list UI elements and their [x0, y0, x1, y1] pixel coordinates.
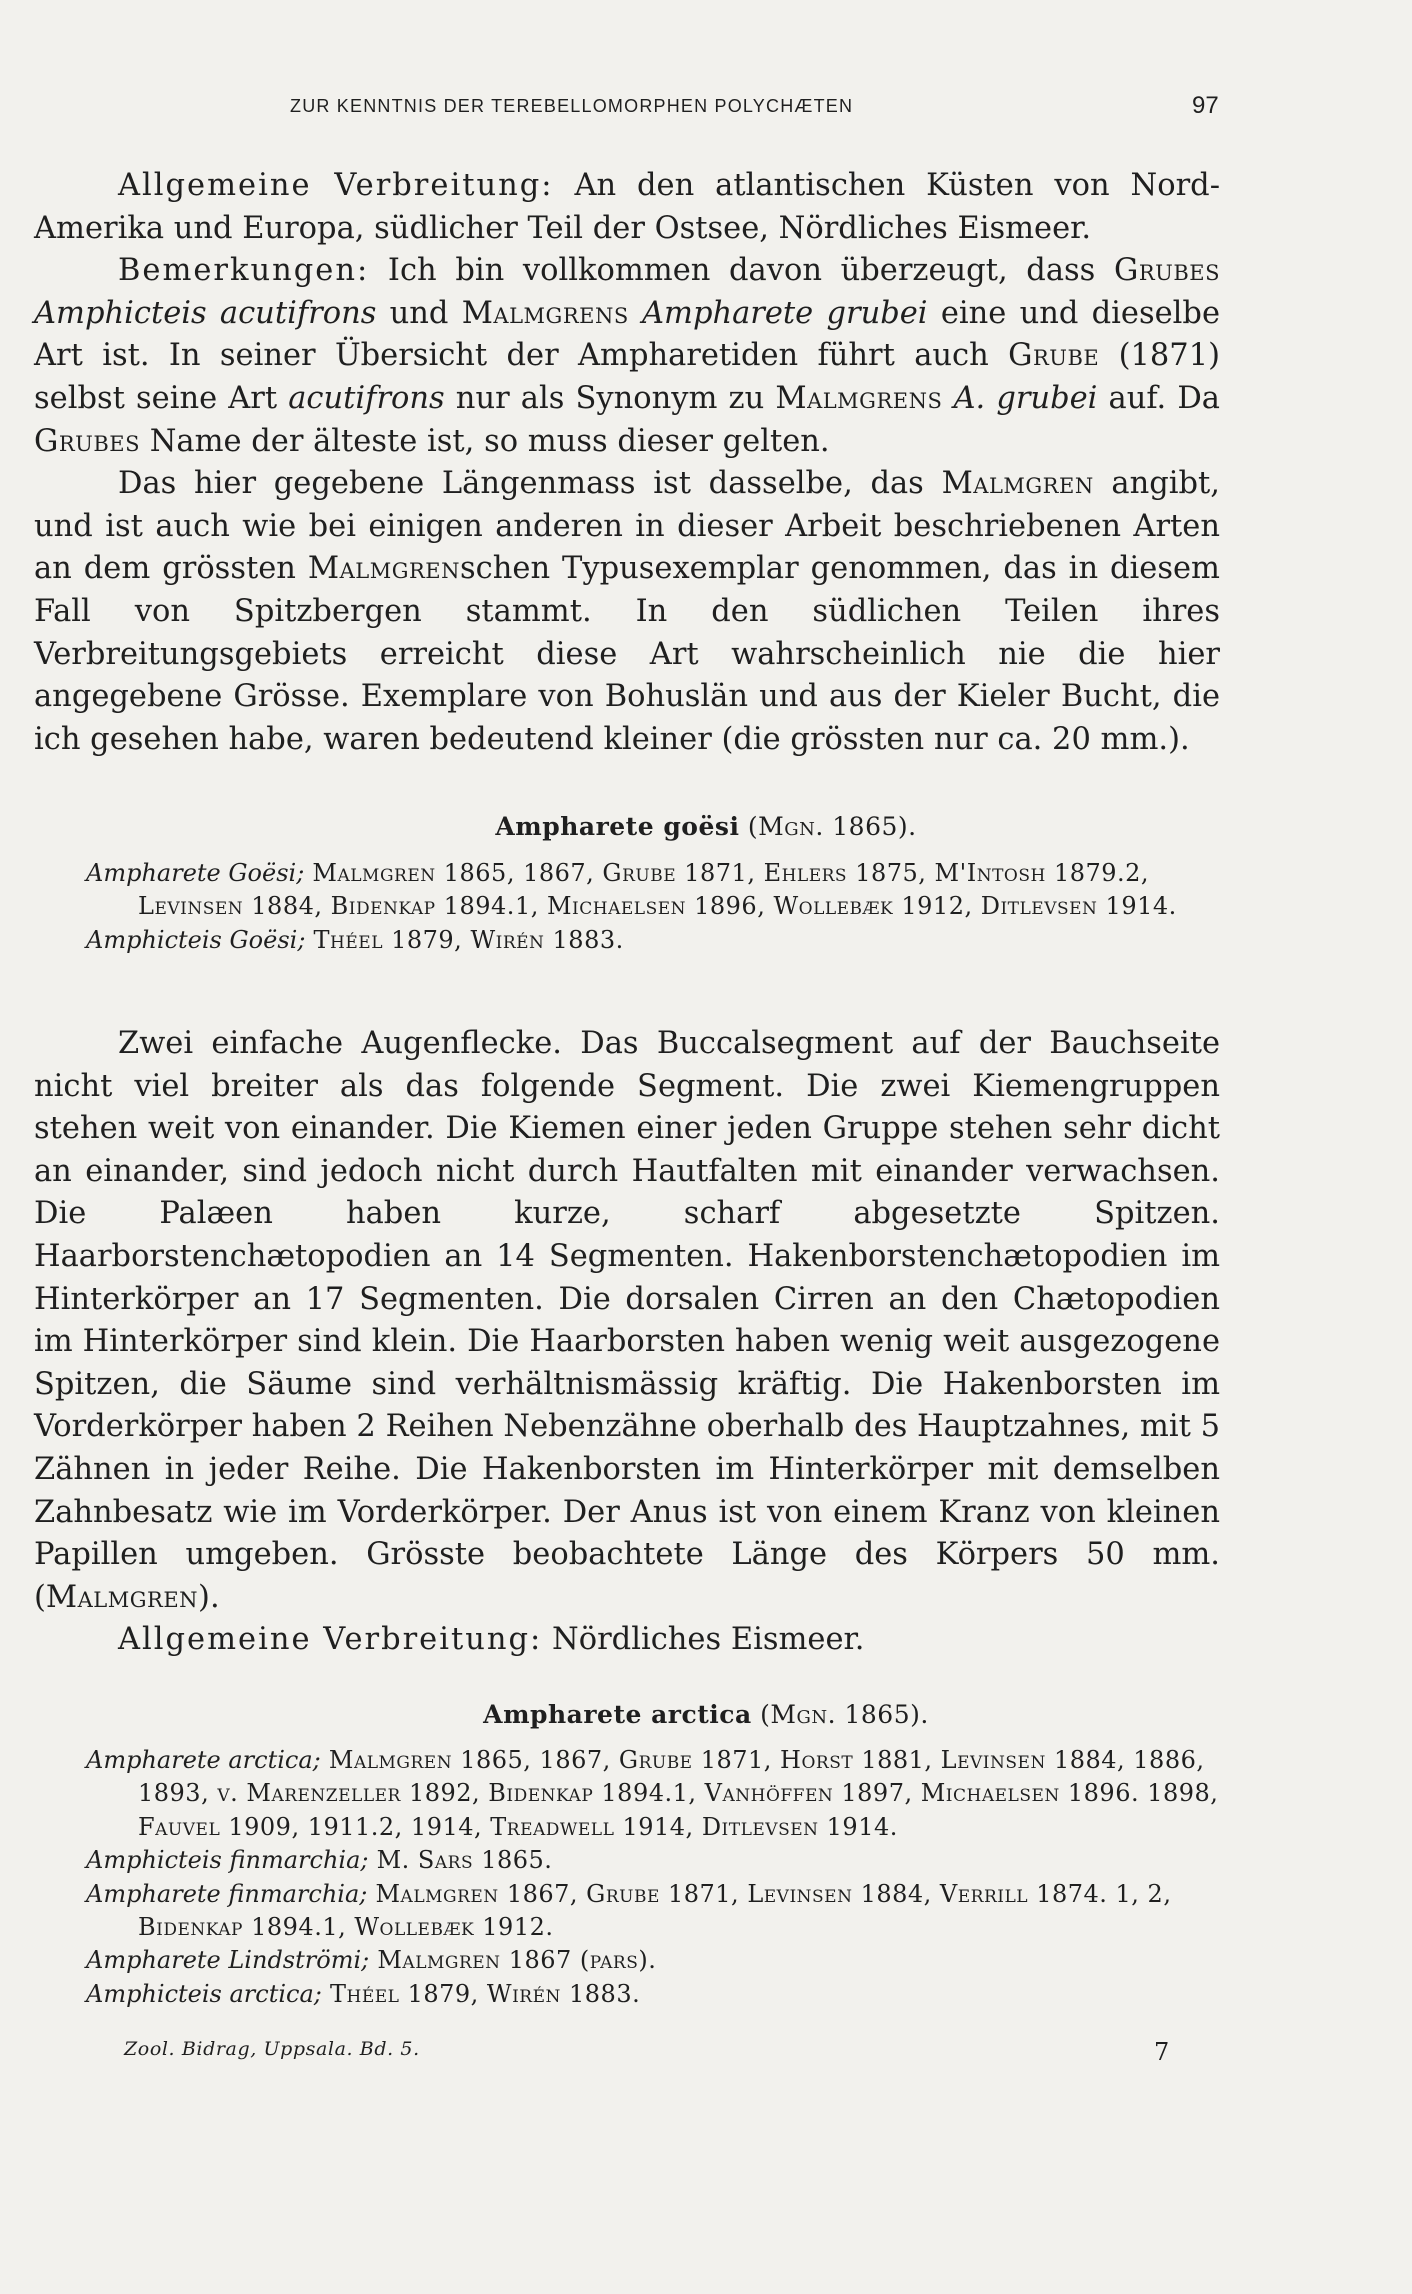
author-name: Malmgren [45, 1579, 199, 1615]
author-name: Malmgren [307, 551, 461, 587]
taxon-name: Ampharete grubei [628, 295, 928, 331]
species-authority: (Mgn. 1865). [739, 812, 917, 841]
synonym-name: Ampharete finmarchia; [86, 1879, 368, 1908]
measurement-paragraph [34, 463, 1220, 761]
remarks-text: Ich bin vollkommen davon überzeugt, dass [369, 253, 1114, 289]
intro-text-block [34, 165, 1220, 761]
remarks-text: eine und dieselbe Art ist. In seiner Übersicht der Ampharetiden führt auch [34, 295, 1220, 374]
synonym-references: Malmgren 1865, 1867, Grube 1871, Horst 1881, Levinsen 1884, 1886, 1893, v. Marenzeller 1892, Bidenkap 1894.1, Vanhöffen 1897, Michaelsen 1896. 1898, Fauvel 1909, 1911.2, 1914, Treadwell 1914, Ditlevsen 1914. [138, 1746, 1219, 1841]
measurement-text: angibt, und ist auch wie bei einigen anderen in dieser Arbeit beschriebenen Arten an dem grössten [34, 466, 1220, 587]
distribution-label: Allgemeine Verbreitung: [118, 168, 554, 203]
synonym-entry [86, 1944, 1222, 1977]
distribution-paragraph [34, 165, 1220, 250]
remarks-text: (1871) selbst seine Art [34, 338, 1220, 416]
synonym-entry [86, 924, 1222, 957]
synonym-name: Amphicteis arctica; [86, 1979, 322, 2008]
species-name: Ampharete arctica [483, 1700, 752, 1729]
synonym-name: Ampharete arctica; [86, 1746, 321, 1774]
synonym-entry [86, 1844, 1222, 1877]
author-name: Malmgrens [775, 380, 943, 416]
signature-mark: 7 [1154, 2038, 1170, 2066]
synonym-references: Théel 1879, Wirén 1883. [321, 1979, 641, 2008]
synonym-references: Théel 1879, Wirén 1883. [305, 925, 624, 954]
synonym-entry [86, 1744, 1222, 1844]
measurement-text: Das hier gegebene Längenmass ist dasselbe, das [118, 466, 942, 502]
author-name: Malmgren [941, 466, 1094, 502]
taxon-name: Amphicteis acutifrons [34, 295, 377, 331]
page-number: 97 [1192, 92, 1219, 119]
synonymy-goesi [86, 857, 1222, 957]
taxon-name: A. grubei [942, 380, 1098, 416]
description-goesi [34, 1023, 1220, 1662]
remarks-text: Name der älteste ist, so muss dieser gelten. [140, 423, 830, 459]
running-title: ZUR KENNTNIS DER TEREBELLOMORPHEN POLYCHÆTEN [290, 96, 854, 116]
author-name: Grubes [1113, 253, 1220, 289]
species-name: Ampharete goësi [495, 812, 740, 841]
distribution-label: Allgemeine Verbreitung: [118, 1622, 543, 1658]
description-paragraph [34, 1023, 1220, 1619]
synonym-references: Malmgren 1867, Grube 1871, Levinsen 1884, Verrill 1874. 1, 2, Bidenkap 1894.1, Wollebæk 1912. [138, 1879, 1172, 1942]
distribution-paragraph [34, 1619, 1220, 1662]
synonym-references: Malmgren 1867 (pars). [369, 1946, 657, 1975]
species-authority: (Mgn. 1865). [751, 1700, 929, 1729]
description-text: Zwei einfache Augenflecke. Das Buccalsegment auf der Bauchseite nicht viel breiter als das folgende Segment. Die zwei Kiemengruppen stehen weit von einander. Die Kiemen einer jeden Gruppe stehen sehr dicht an einander, sind jedoch nicht durch Hautfalten mit einander verwachsen. Die Palæen haben kurze, scharf abgesetzte Spitzen. Haarborstenchætopodien an 14 Segmenten. Hakenborstenchætopodien im Hinterkörper an 17 Segmenten. Die dorsalen Cirren an den Chætopodien im Hinterkörper sind klein. Die Haarborsten haben wenig weit ausgezogene Spitzen, die Säume sind verhältnismässig kräftig. Die Hakenborsten im Vorderkörper haben 2 Reihen Nebenzähne oberhalb des Hauptzahnes, mit 5 Zähnen in jeder Reihe. Die Hakenborsten im Hinterkörper mit demselben Zahnbesatz wie im Vorderkörper. Der Anus ist von einem Kranz von kleinen Papillen umgeben. Grösste beobachtete Länge des Körpers 50 mm. ( [34, 1026, 1220, 1615]
synonym-references: Malmgren 1865, 1867, Grube 1871, Ehlers 1875, M'Intosh 1879.2, Levinsen 1884, Bidenkap 1894.1, Michaelsen 1896, Wollebæk 1912, Ditlevsen 1914. [138, 859, 1177, 921]
distribution-text: Nördliches Eismeer. [542, 1622, 865, 1658]
measurement-text: schen Typusexemplar genommen, das in diesem Fall von Spitzbergen stammt. In den südlichen Teilen ihres Verbreitungsgebiets erreicht diese Art wahrscheinlich nie die hier angegebene Grösse. Exemplare von Bohuslän und aus der Kieler Bucht, die ich gesehen habe, waren bedeutend kleiner (die grössten nur ca. 20 mm.). [34, 551, 1220, 757]
remarks-label: Bemerkungen: [118, 253, 370, 289]
author-name: Grube [1008, 338, 1100, 374]
author-name: Malmgrens [461, 295, 629, 331]
species-heading-goesi [0, 812, 1412, 841]
author-name: Grubes [34, 423, 141, 459]
remarks-paragraph [34, 250, 1220, 463]
synonym-name: Ampharete Lindströmi; [86, 1946, 370, 1975]
species-heading-arctica [0, 1700, 1412, 1729]
synonym-entry [86, 857, 1222, 924]
synonym-name: Amphicteis Goësi; [86, 925, 306, 954]
synonymy-arctica [86, 1744, 1222, 2011]
synonym-entry [86, 1978, 1222, 2011]
remarks-text: nur als Synonym zu [444, 380, 776, 416]
page-footer [124, 2038, 1224, 2068]
remarks-text: und [376, 295, 462, 331]
distribution-text: An den atlantischen Küsten von Nord-Amerika und Europa, südlicher Teil der Ostsee, Nördliches Eismeer. [34, 168, 1220, 246]
synonym-entry [86, 1878, 1222, 1945]
synonym-name: Amphicteis finmarchia; [86, 1846, 369, 1875]
synonym-references: M. Sars 1865. [368, 1846, 553, 1875]
synonym-name: Ampharete Goësi; [86, 859, 305, 887]
page-header [0, 92, 1412, 128]
description-text: ). [198, 1579, 220, 1615]
journal-reference: Zool. Bidrag, Uppsala. Bd. 5. [124, 2038, 420, 2060]
taxon-name: acutifrons [288, 380, 445, 416]
remarks-text: auf. Da [1097, 380, 1220, 416]
